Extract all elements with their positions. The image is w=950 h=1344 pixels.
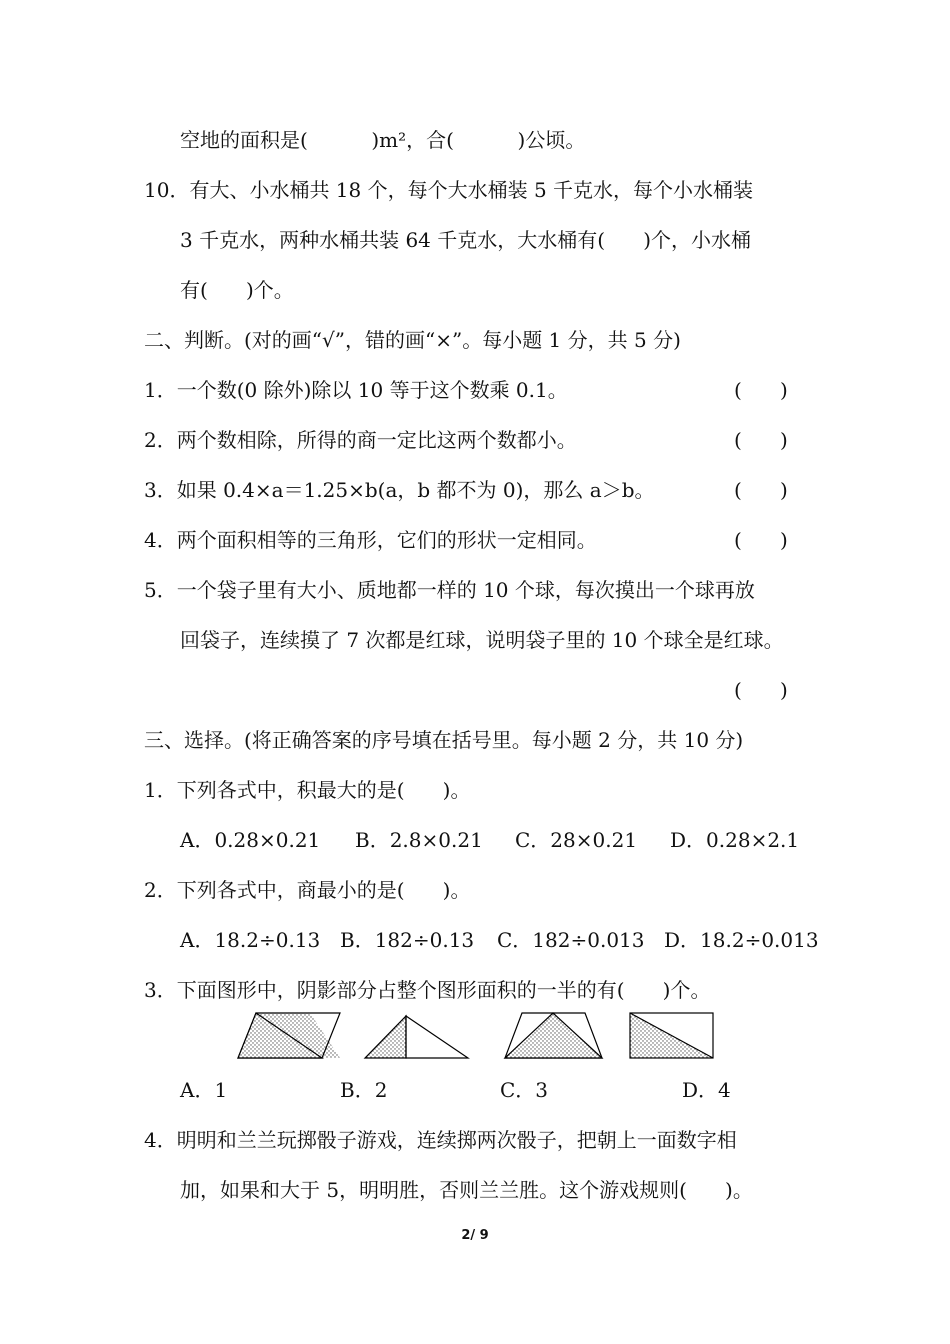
choice-1-option-a[interactable]: A．0.28×0.21 <box>180 828 321 852</box>
triangle-shape <box>365 1016 468 1058</box>
judge-3: 3．如果 0.4×a＝1.25×b(a，b 都不为 0)，那么 a＞b。 <box>144 478 655 502</box>
choice-3-option-d[interactable]: D．4 <box>682 1078 731 1102</box>
shaded-shapes-figure <box>230 1008 720 1064</box>
judge-4: 4．两个面积相等的三角形，它们的形状一定相同。 <box>144 528 597 552</box>
judge-1-answer[interactable]: ( ) <box>734 378 788 402</box>
judge-2-answer[interactable]: ( ) <box>734 428 788 452</box>
judge-5-line-2: 回袋子，连续摸了 7 次都是红球，说明袋子里的 10 个球全是红球。 <box>180 628 784 652</box>
choice-1-option-c[interactable]: C．28×0.21 <box>515 828 638 852</box>
q9-continuation: 空地的面积是( )m²，合( )公顷。 <box>180 128 586 152</box>
judge-4-answer[interactable]: ( ) <box>734 528 788 552</box>
choice-2-option-c[interactable]: C．182÷0.013 <box>497 928 645 952</box>
q10-line-2: 3 千克水，两种水桶共装 64 千克水，大水桶有( )个，小水桶 <box>180 228 751 252</box>
choice-3-option-b[interactable]: B．2 <box>340 1078 388 1102</box>
judge-5-answer[interactable]: ( ) <box>734 678 788 702</box>
q10-line-1: 10．有大、小水桶共 18 个，每个大水桶装 5 千克水，每个小水桶装 <box>144 178 754 202</box>
section-3-heading: 三、选择。(将正确答案的序号填在括号里。每小题 2 分，共 10 分) <box>144 728 744 752</box>
choice-2-option-d[interactable]: D．18.2÷0.013 <box>664 928 819 952</box>
choice-3-question: 3．下面图形中，阴影部分占整个图形面积的一半的有( )个。 <box>144 978 711 1002</box>
judge-5-line-1: 5．一个袋子里有大小、质地都一样的 10 个球，每次摸出一个球再放 <box>144 578 755 602</box>
judge-2: 2．两个数相除，所得的商一定比这两个数都小。 <box>144 428 577 452</box>
choice-2-option-b[interactable]: B．182÷0.13 <box>340 928 475 952</box>
judge-3-answer[interactable]: ( ) <box>734 478 788 502</box>
rectangle-shape <box>630 1013 713 1058</box>
trapezoid-shape <box>505 1013 602 1058</box>
choice-4-line-1: 4．明明和兰兰玩掷骰子游戏，连续掷两次骰子，把朝上一面数字相 <box>144 1128 737 1152</box>
choice-1-question: 1．下列各式中，积最大的是( )。 <box>144 778 471 802</box>
q10-line-3: 有( )个。 <box>180 278 294 302</box>
choice-2-option-a[interactable]: A．18.2÷0.13 <box>180 928 321 952</box>
choice-1-option-b[interactable]: B．2.8×0.21 <box>355 828 483 852</box>
page-number: 2/ 9 <box>461 1228 489 1243</box>
section-2-heading: 二、判断。(对的画“√”，错的画“×”。每小题 1 分，共 5 分) <box>144 328 681 352</box>
choice-1-option-d[interactable]: D．0.28×2.1 <box>670 828 800 852</box>
choice-3-option-a[interactable]: A．1 <box>180 1078 228 1102</box>
choice-3-option-c[interactable]: C．3 <box>500 1078 549 1102</box>
choice-4-line-2: 加，如果和大于 5，明明胜，否则兰兰胜。这个游戏规则( )。 <box>180 1178 753 1202</box>
parallelogram-shape <box>238 1013 340 1058</box>
judge-1: 1．一个数(0 除外)除以 10 等于这个数乘 0.1。 <box>144 378 568 402</box>
choice-2-question: 2．下列各式中，商最小的是( )。 <box>144 878 471 902</box>
